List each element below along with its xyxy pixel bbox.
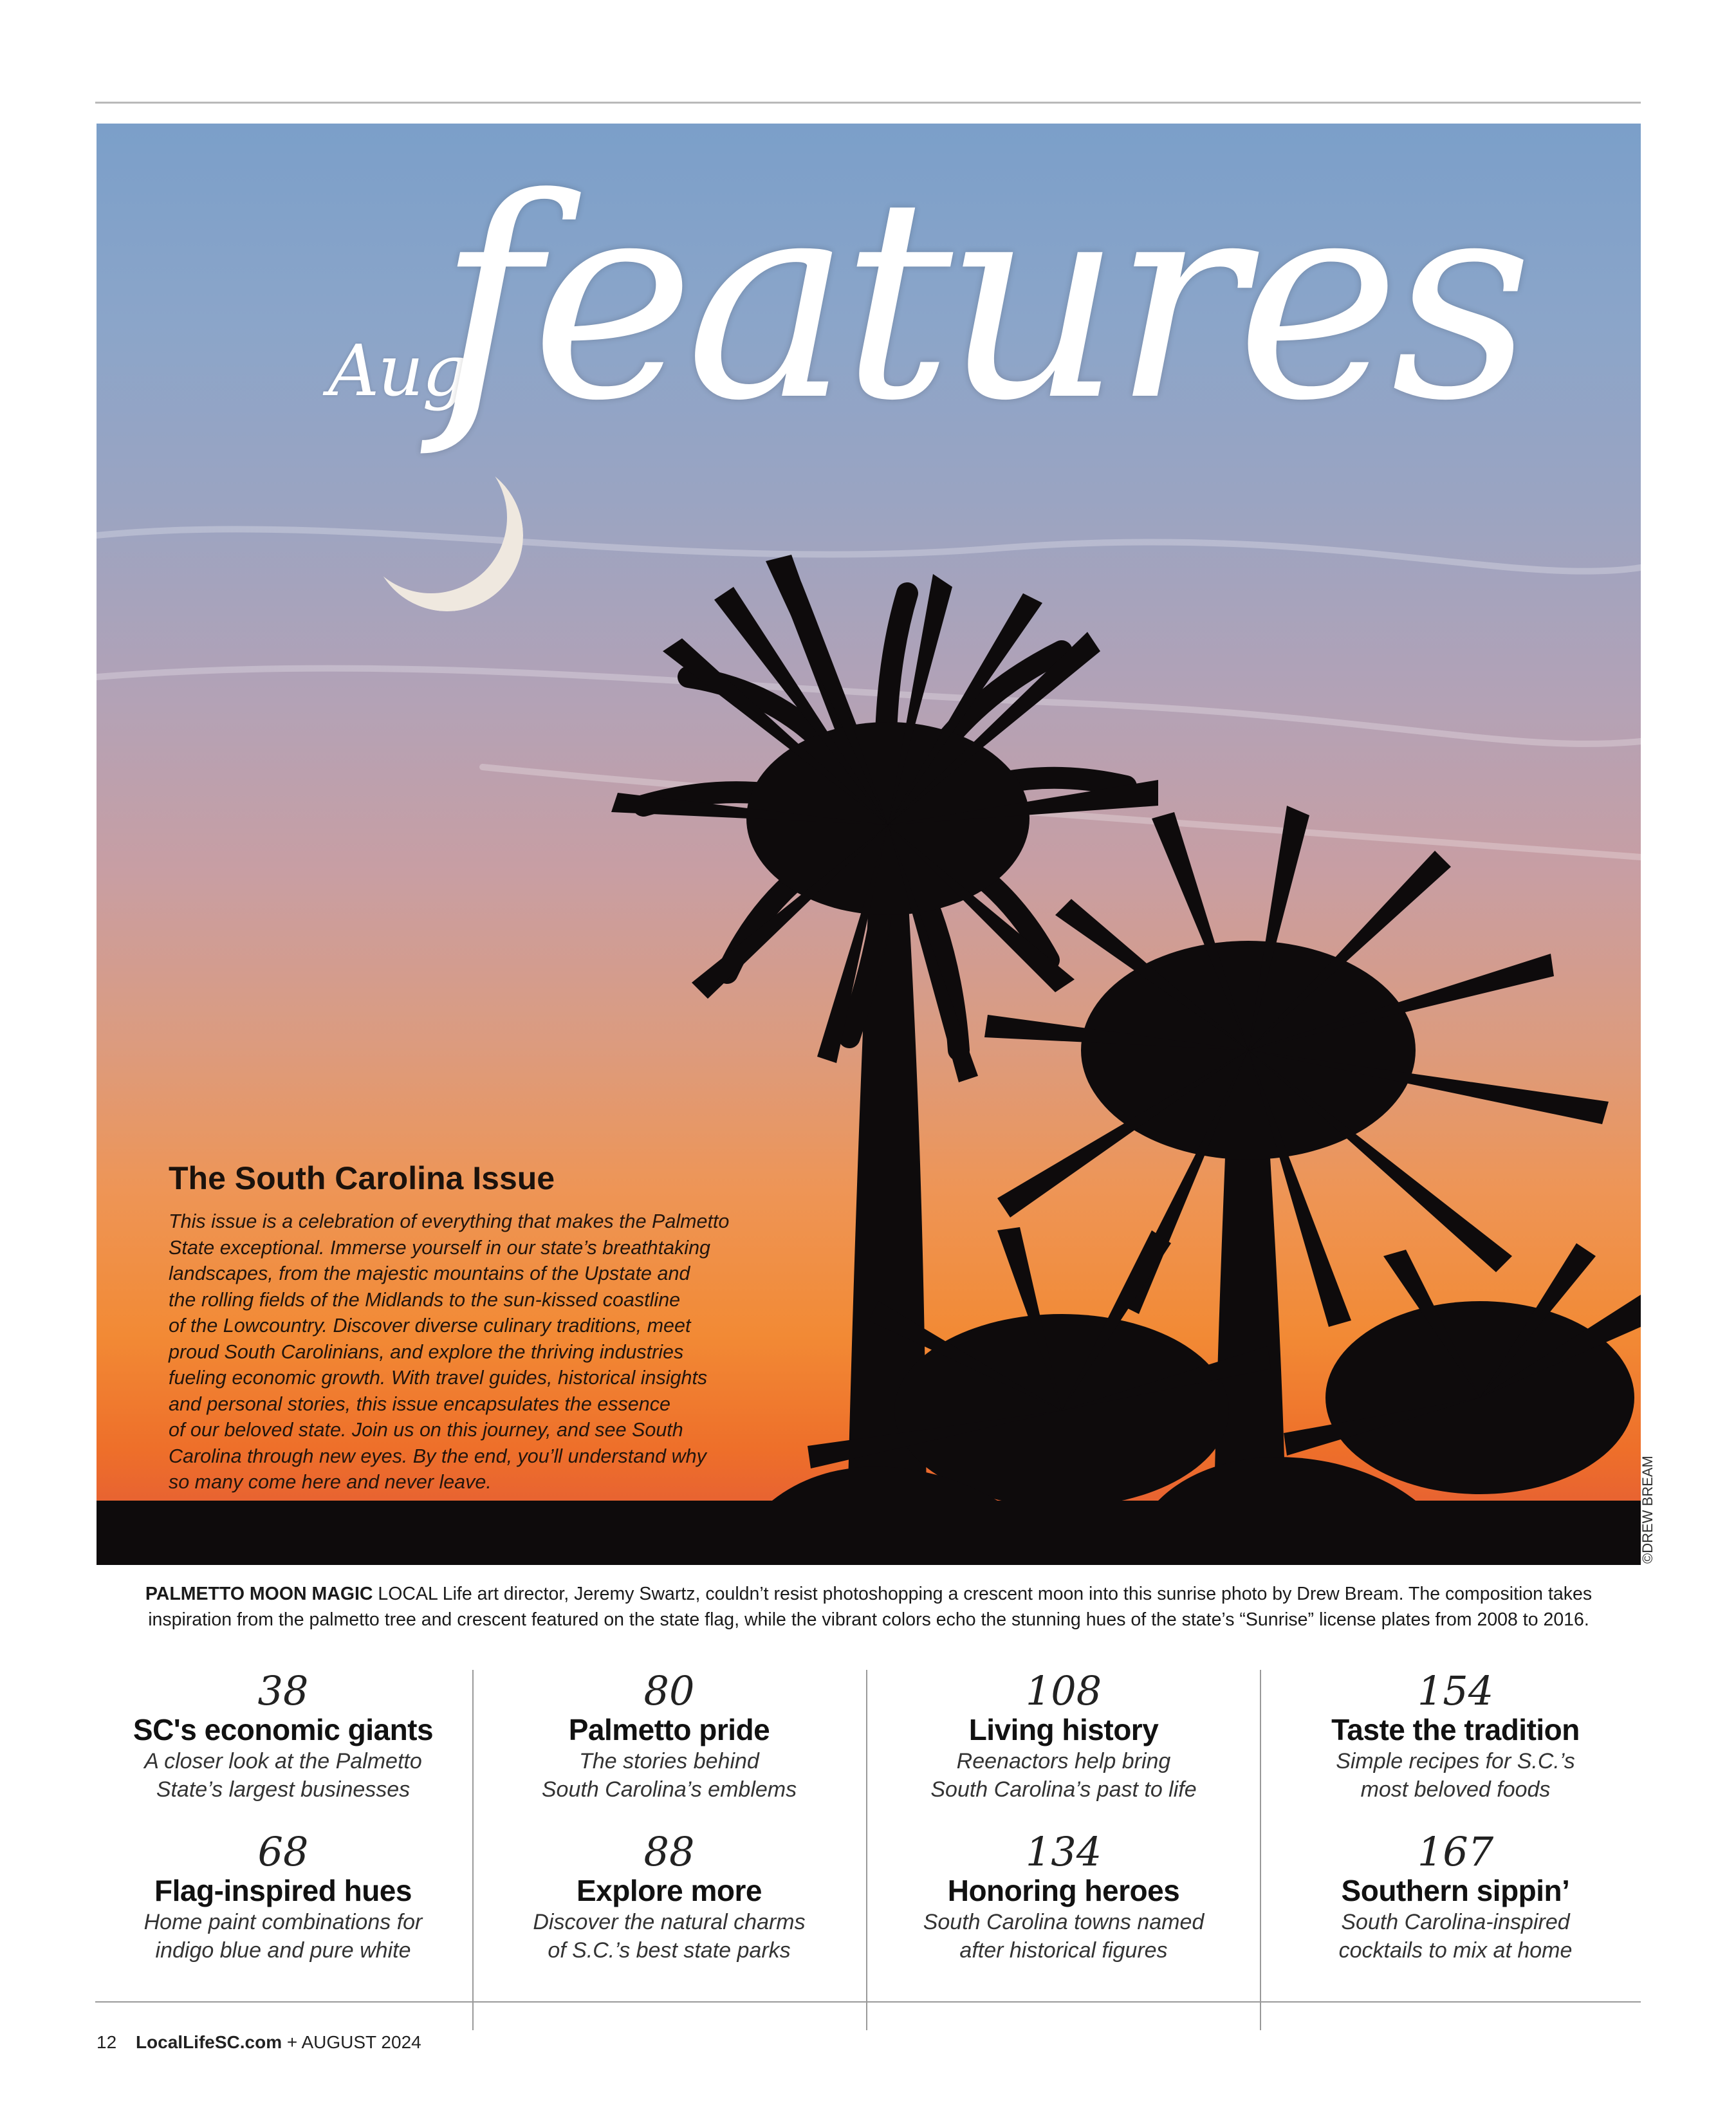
feature-item[interactable] — [90, 1667, 476, 1804]
hero-photo — [97, 124, 1641, 1565]
page-footer — [97, 2032, 421, 2053]
feature-item[interactable] — [476, 1667, 862, 1804]
feature-page-number: 108 — [1025, 1667, 1102, 1714]
feature-title: Living history — [968, 1713, 1159, 1746]
feature-page-number: 80 — [643, 1667, 695, 1714]
feature-item[interactable] — [871, 1828, 1257, 1965]
issue-date: + AUGUST 2024 — [286, 2032, 421, 2052]
feature-description: The stories behind South Carolina’s emblems — [541, 1749, 797, 1802]
feature-page-number: 154 — [1417, 1667, 1494, 1714]
feature-description: A closer look at the Palmetto State’s largest businesses — [144, 1749, 422, 1802]
photo-credit: ©DREW BREAM — [1639, 1456, 1656, 1564]
caption-line-1: LOCAL Life art director, Jeremy Swartz, couldn’t resist photoshopping a crescent moon into this sunrise photo by Drew Bream. The composition takes — [373, 1584, 1593, 1604]
feature-title: Southern sippin’ — [1341, 1874, 1570, 1907]
feature-title: Honoring heroes — [947, 1874, 1180, 1907]
feature-item[interactable] — [1262, 1828, 1648, 1965]
features-column-3 — [871, 1667, 1257, 2030]
site-link[interactable]: LocalLifeSC.com — [135, 2032, 282, 2052]
features-column-4 — [1262, 1667, 1648, 2030]
feature-item[interactable] — [90, 1828, 476, 1965]
feature-page-number: 38 — [257, 1667, 309, 1714]
feature-description: South Carolina towns named after historical figures — [923, 1910, 1205, 1963]
feature-page-number: 68 — [257, 1828, 309, 1875]
feature-page-number: 88 — [643, 1828, 695, 1875]
features-column-1 — [90, 1667, 476, 2030]
caption-lead: PALMETTO MOON MAGIC — [145, 1584, 373, 1604]
feature-title: Flag-inspired hues — [154, 1874, 412, 1907]
feature-page-number: 167 — [1417, 1828, 1494, 1875]
column-divider — [866, 1670, 867, 2030]
intro-block — [169, 1160, 812, 1495]
feature-item[interactable] — [476, 1828, 862, 1965]
crescent-moon-icon — [371, 459, 523, 611]
feature-page-number: 134 — [1025, 1828, 1102, 1875]
top-rule — [95, 102, 1641, 104]
column-divider — [1260, 1670, 1261, 2030]
feature-description: Simple recipes for S.C.’s most beloved foods — [1336, 1749, 1575, 1802]
feature-title: Explore more — [577, 1874, 762, 1907]
title-features: features — [438, 140, 1524, 461]
intro-heading: The South Carolina Issue — [169, 1160, 555, 1196]
feature-title: Taste the tradition — [1331, 1713, 1580, 1746]
features-column-2 — [476, 1667, 862, 2030]
photo-caption — [97, 1581, 1641, 1633]
title-aug: Aug — [328, 329, 466, 412]
feature-title: Palmetto pride — [568, 1713, 770, 1746]
photo-credit-wrap — [1639, 1456, 1659, 1564]
features-index — [97, 1667, 1641, 2030]
caption-line-2: inspiration from the palmetto tree and crescent featured on the state flag, while the vibrant colors echo the stunning hues of the state’s “Sunrise” license plates from 2008 to 2016. — [148, 1609, 1589, 1630]
feature-description: Discover the natural charms of S.C.’s best state parks — [533, 1910, 806, 1963]
page-number: 12 — [97, 2032, 117, 2052]
feature-item[interactable] — [871, 1667, 1257, 1804]
feature-description: Reenactors help bring South Carolina’s past to life — [930, 1749, 1197, 1802]
feature-description: Home paint combinations for indigo blue and pure white — [143, 1910, 423, 1963]
intro-body: This issue is a celebration of everything that makes the Palmetto State exceptional. Immerse yourself in our state’s breathtaking landscapes, from the majestic mountains of the Upstate and the rolling fields of the Midlands to the sun-kissed coastline of the Lowcountry. Discover diverse culinary traditions, meet proud South Carolinians, and explore the thriving industries fueling economic growth. With travel guides, historical insights and personal stories, this issue encapsulates the essence of our beloved state. Join us on this journey, and see South Carolina through new eyes. By the end, you’ll understand why so many come here and never leave. — [169, 1210, 730, 1493]
feature-title: SC's economic giants — [133, 1713, 434, 1746]
bottom-rule — [95, 2001, 1641, 2003]
feature-item[interactable] — [1262, 1667, 1648, 1804]
feature-description: South Carolina-inspired cocktails to mix at home — [1338, 1910, 1573, 1963]
